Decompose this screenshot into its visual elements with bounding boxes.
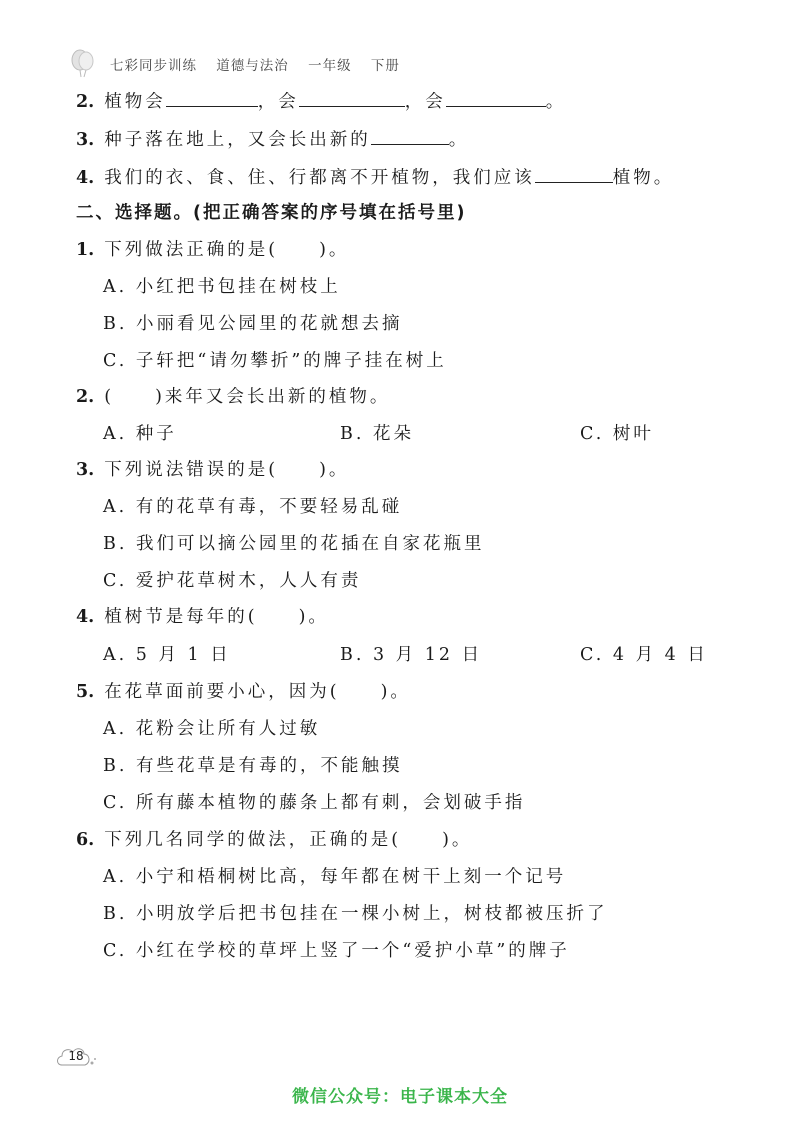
- question-number: 4.: [76, 168, 95, 188]
- answer-blank[interactable]: [535, 164, 613, 183]
- option-b: B. 小明放学后把书包挂在一棵小树上，树枝都被压折了: [103, 904, 608, 924]
- option-b: B. 3 月 12 日: [340, 645, 483, 665]
- option-a: A. 花粉会让所有人过敏: [103, 719, 321, 739]
- question-stem: 植树节是每年的( )。: [104, 607, 329, 627]
- question-stem: 下列几名同学的做法，正确的是( )。: [104, 830, 473, 850]
- option-a: A. 小宁和梧桐树比高，每年都在树干上刻一个记号: [103, 867, 567, 887]
- question-stem: 下列做法正确的是( )。: [104, 240, 350, 260]
- answer-blank[interactable]: [371, 126, 449, 145]
- header-text: [110, 54, 414, 74]
- mc-question-5: [76, 680, 411, 704]
- question-number: 4.: [76, 607, 95, 627]
- page-header: [70, 48, 414, 80]
- footer-watermark: 微信公众号：电子课本大全: [292, 1087, 508, 1107]
- question-stem: 下列说法错误的是( )。: [104, 460, 350, 480]
- question-number: 2.: [76, 387, 95, 407]
- answer-blank[interactable]: [299, 88, 405, 107]
- option-b: B. 我们可以摘公园里的花插在自家花瓶里: [103, 534, 485, 554]
- question-text: 植物会: [104, 92, 166, 112]
- question-number: 6.: [76, 830, 95, 850]
- header-volume: 下册: [370, 58, 400, 74]
- question-number: 5.: [76, 682, 95, 702]
- mc-question-4: [76, 605, 329, 629]
- question-stem: ( )来年又会长出新的植物。: [104, 387, 391, 407]
- question-number: 3.: [76, 460, 95, 480]
- page-number-text: 18: [68, 1049, 84, 1063]
- option-c: C. 子轩把“请勿攀折”的牌子挂在树上: [103, 351, 447, 371]
- question-number: 1.: [76, 240, 95, 260]
- option-a: A. 5 月 1 日: [103, 645, 231, 665]
- fill-question-3: [76, 126, 469, 152]
- option-b: B. 花朵: [340, 424, 414, 444]
- fill-question-2: [76, 88, 566, 114]
- question-text: 种子落在地上，又会长出新的: [104, 130, 371, 150]
- mc-question-3: [76, 458, 349, 482]
- option-b: B. 有些花草是有毒的，不能触摸: [103, 756, 403, 776]
- header-series: 七彩同步训练: [110, 58, 197, 74]
- question-text: 。: [448, 130, 470, 150]
- answer-blank[interactable]: [446, 88, 546, 107]
- balloon-logo-icon: [70, 49, 96, 79]
- mc-question-6: [76, 828, 472, 852]
- question-number: 2.: [76, 92, 95, 112]
- question-text: ，会: [404, 92, 446, 112]
- mc-question-2: [76, 385, 390, 409]
- option-a: A. 种子: [103, 424, 177, 444]
- mc-question-1: [76, 238, 349, 262]
- question-text: 我们的衣、食、住、行都离不开植物，我们应该: [104, 168, 535, 188]
- option-a: A. 小红把书包挂在树枝上: [103, 277, 341, 297]
- question-stem: 在花草面前要小心，因为( )。: [104, 682, 411, 702]
- question-text: ，会: [257, 92, 299, 112]
- page-number: [58, 1043, 94, 1073]
- option-a: A. 有的花草有毒，不要轻易乱碰: [103, 497, 403, 517]
- option-c: C. 小红在学校的草坪上竖了一个“爱护小草”的牌子: [103, 941, 570, 961]
- option-c: C. 爱护花草树木，人人有责: [103, 571, 362, 591]
- header-subject: 道德与法治: [216, 58, 289, 74]
- header-grade: 一年级: [308, 58, 352, 74]
- option-c: C. 所有藤本植物的藤条上都有刺，会划破手指: [103, 793, 526, 813]
- answer-blank[interactable]: [166, 88, 258, 107]
- option-c: C. 4 月 4 日: [580, 645, 708, 665]
- question-number: 3.: [76, 130, 95, 150]
- option-c: C. 树叶: [580, 424, 654, 444]
- question-text: 植物。: [612, 168, 675, 188]
- section-title: 二、选择题。(把正确答案的序号填在括号里): [76, 203, 467, 223]
- fill-question-4: [76, 164, 674, 190]
- question-text: 。: [545, 92, 567, 112]
- option-b: B. 小丽看见公园里的花就想去摘: [103, 314, 403, 334]
